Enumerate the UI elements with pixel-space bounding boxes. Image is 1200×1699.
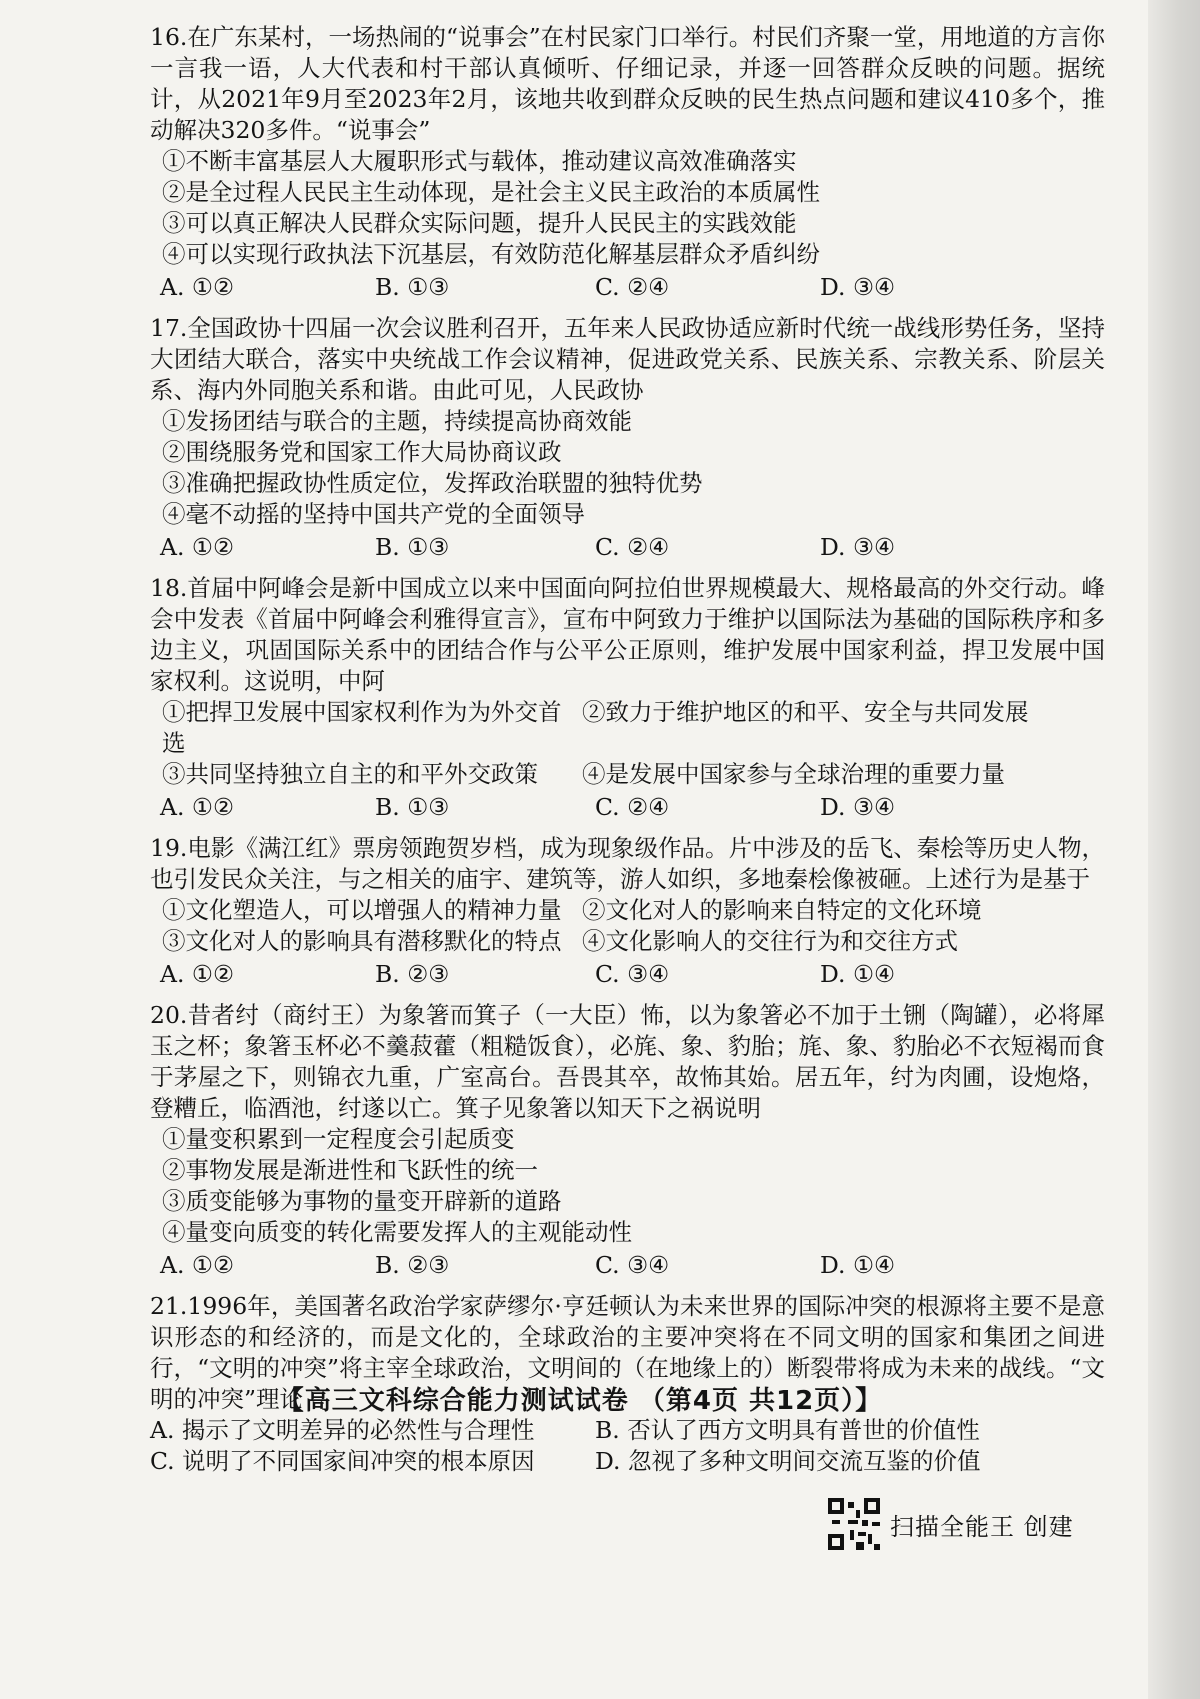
choice-d[interactable]: D. ③④ <box>820 533 896 561</box>
option-2: ②事物发展是渐进性和飞跃性的统一 <box>162 1156 538 1184</box>
option-4: ④文化影响人的交往行为和交往方式 <box>582 927 958 955</box>
option-1: ①不断丰富基层人大履职形式与载体，推动建议高效准确落实 <box>162 147 797 175</box>
exam-page <box>150 22 1105 1487</box>
option-2: ②致力于维护地区的和平、安全与共同发展 <box>582 698 1029 726</box>
choice-b[interactable]: B. ①③ <box>375 533 450 561</box>
option-2: ②文化对人的影响来自特定的文化环境 <box>582 896 982 924</box>
question-number: 17. <box>150 314 188 342</box>
choice-d[interactable]: D. 忽视了多种文明间交流互鉴的价值 <box>595 1447 981 1475</box>
option-3: ③质变能够为事物的量变开辟新的道路 <box>162 1187 562 1215</box>
choice-a[interactable]: A. ①② <box>160 793 235 821</box>
options-grid <box>150 697 1105 790</box>
question-stem: 首届中阿峰会是新中国成立以来中国面向阿拉伯世界规模最大、规格最高的外交行动。峰会中发表《首届中阿峰会利雅得宣言》，宣布中阿致力于维护以国际法为基础的国际秩序和多边主义，巩固国际关系中的团结合作与公平公正原则，维护发展中国家利益，捍卫发展中国家权利。这说明，中阿 <box>150 574 1105 695</box>
question-19 <box>150 833 1105 990</box>
choice-a[interactable]: A. ①② <box>160 273 235 301</box>
question-number: 19. <box>150 834 188 862</box>
choice-d[interactable]: D. ①④ <box>820 1251 896 1279</box>
option-4: ④毫不动摇的坚持中国共产党的全面领导 <box>162 500 585 528</box>
choices <box>150 959 1105 990</box>
choices <box>150 1250 1105 1281</box>
option-3: ③共同坚持独立自主的和平外交政策 <box>162 760 538 788</box>
choice-a[interactable]: A. ①② <box>160 960 235 988</box>
option-1: ①文化塑造人，可以增强人的精神力量 <box>162 896 562 924</box>
brand-label: 扫描全能王 创建 <box>890 1512 1074 1541</box>
choice-a[interactable]: A. 揭示了文明差异的必然性与合理性 <box>150 1416 535 1444</box>
choice-a[interactable]: A. ①② <box>160 1251 235 1279</box>
question-stem: 昔者纣（商纣王）为象箸而箕子（一大臣）怖，以为象箸必不加于土铏（陶罐），必将犀玉之杯；象箸玉杯必不羹菽藿（粗糙饭食），必旄、象、豹胎；旄、象、豹胎必不衣短褐而食于茅屋之下，则锦衣九重，广室高台。吾畏其卒，故怖其始。居五年，纣为肉圃，设炮烙，登糟丘，临酒池，纣遂以亡。箕子见象箸以知天下之祸说明 <box>150 1001 1105 1122</box>
option-3: ③文化对人的影响具有潜移默化的特点 <box>162 927 562 955</box>
options-grid <box>150 895 1105 957</box>
option-4: ④量变向质变的转化需要发挥人的主观能动性 <box>162 1218 632 1246</box>
choice-d[interactable]: D. ③④ <box>820 793 896 821</box>
question-stem: 1996年，美国著名政治学家萨缪尔·亨廷顿认为未来世界的国际冲突的根源将主要不是意识形态的和经济的，而是文化的，全球政治的主要冲突将在不同文明的国家和集团之间进行，“文明的冲突”将主宰全球政治，文明间的（在地缘上的）断裂带将成为未来的战线。“文明的冲突”理论 <box>150 1292 1105 1413</box>
choices <box>150 792 1105 823</box>
question-stem: 在广东某村，一场热闹的“说事会”在村民家门口举行。村民们齐聚一堂，用地道的方言你一言我一语，人大代表和村干部认真倾听、仔细记录，并逐一回答群众反映的问题。据统计，从2021年9月至2023年2月，该地共收到群众反映的民生热点问题和建议410多个，推动解决320多件。“说事会” <box>150 23 1105 144</box>
question-stem: 电影《满江红》票房领跑贺岁档，成为现象级作品。片中涉及的岳飞、秦桧等历史人物，也引发民众关注，与之相关的庙宇、建筑等，游人如织，多地秦桧像被砸。上述行为是基于 <box>150 834 1105 893</box>
choice-c[interactable]: C. ③④ <box>595 960 670 988</box>
option-1: ①发扬团结与联合的主题，持续提高协商效能 <box>162 407 632 435</box>
choices <box>150 272 1105 303</box>
question-17 <box>150 313 1105 563</box>
question-stem: 全国政协十四届一次会议胜利召开，五年来人民政协适应新时代统一战线形势任务，坚持大团结大联合，落实中央统战工作会议精神，促进政党关系、民族关系、宗教关系、阶层关系、海内外同胞关系和谐。由此可见，人民政协 <box>150 314 1105 404</box>
question-number: 16. <box>150 23 188 51</box>
question-18 <box>150 573 1105 823</box>
choice-b[interactable]: B. ②③ <box>375 960 450 988</box>
choice-a[interactable]: A. ①② <box>160 533 235 561</box>
option-2: ②围绕服务党和国家工作大局协商议政 <box>162 438 562 466</box>
question-number: 21. <box>150 1292 188 1320</box>
option-3: ③准确把握政协性质定位，发挥政治联盟的独特优势 <box>162 469 703 497</box>
choice-d[interactable]: D. ①④ <box>820 960 896 988</box>
option-1: ①把捍卫发展中国家权利作为为外交首选 <box>162 698 562 757</box>
scanner-watermark <box>828 1498 1074 1550</box>
choice-b[interactable]: B. ②③ <box>375 1251 450 1279</box>
option-4: ④可以实现行政执法下沉基层，有效防范化解基层群众矛盾纠纷 <box>162 240 820 268</box>
choice-b[interactable]: B. ①③ <box>375 793 450 821</box>
qr-code-icon <box>828 1498 880 1550</box>
choice-b[interactable]: B. 否认了西方文明具有普世的价值性 <box>595 1416 980 1444</box>
choices-grid <box>150 1415 1105 1477</box>
choice-d[interactable]: D. ③④ <box>820 273 896 301</box>
choice-c[interactable]: C. ③④ <box>595 1251 670 1279</box>
choice-c[interactable]: C. ②④ <box>595 533 670 561</box>
question-number: 20. <box>150 1001 188 1029</box>
choices <box>150 532 1105 563</box>
option-3: ③可以真正解决人民群众实际问题，提升人民民主的实践效能 <box>162 209 797 237</box>
question-16 <box>150 22 1105 303</box>
choice-c[interactable]: C. 说明了不同国家间冲突的根本原因 <box>150 1447 535 1475</box>
page-footer: 【高三文科综合能力测试试卷 （第4页 共12页）】 <box>277 1386 883 1416</box>
choice-c[interactable]: C. ②④ <box>595 793 670 821</box>
question-20 <box>150 1000 1105 1281</box>
option-4: ④是发展中国家参与全球治理的重要力量 <box>582 760 1005 788</box>
option-2: ②是全过程人民民主生动体现，是社会主义民主政治的本质属性 <box>162 178 820 206</box>
choice-b[interactable]: B. ①③ <box>375 273 450 301</box>
choice-c[interactable]: C. ②④ <box>595 273 670 301</box>
option-1: ①量变积累到一定程度会引起质变 <box>162 1125 515 1153</box>
scan-edge <box>1148 0 1200 1699</box>
question-number: 18. <box>150 574 188 602</box>
